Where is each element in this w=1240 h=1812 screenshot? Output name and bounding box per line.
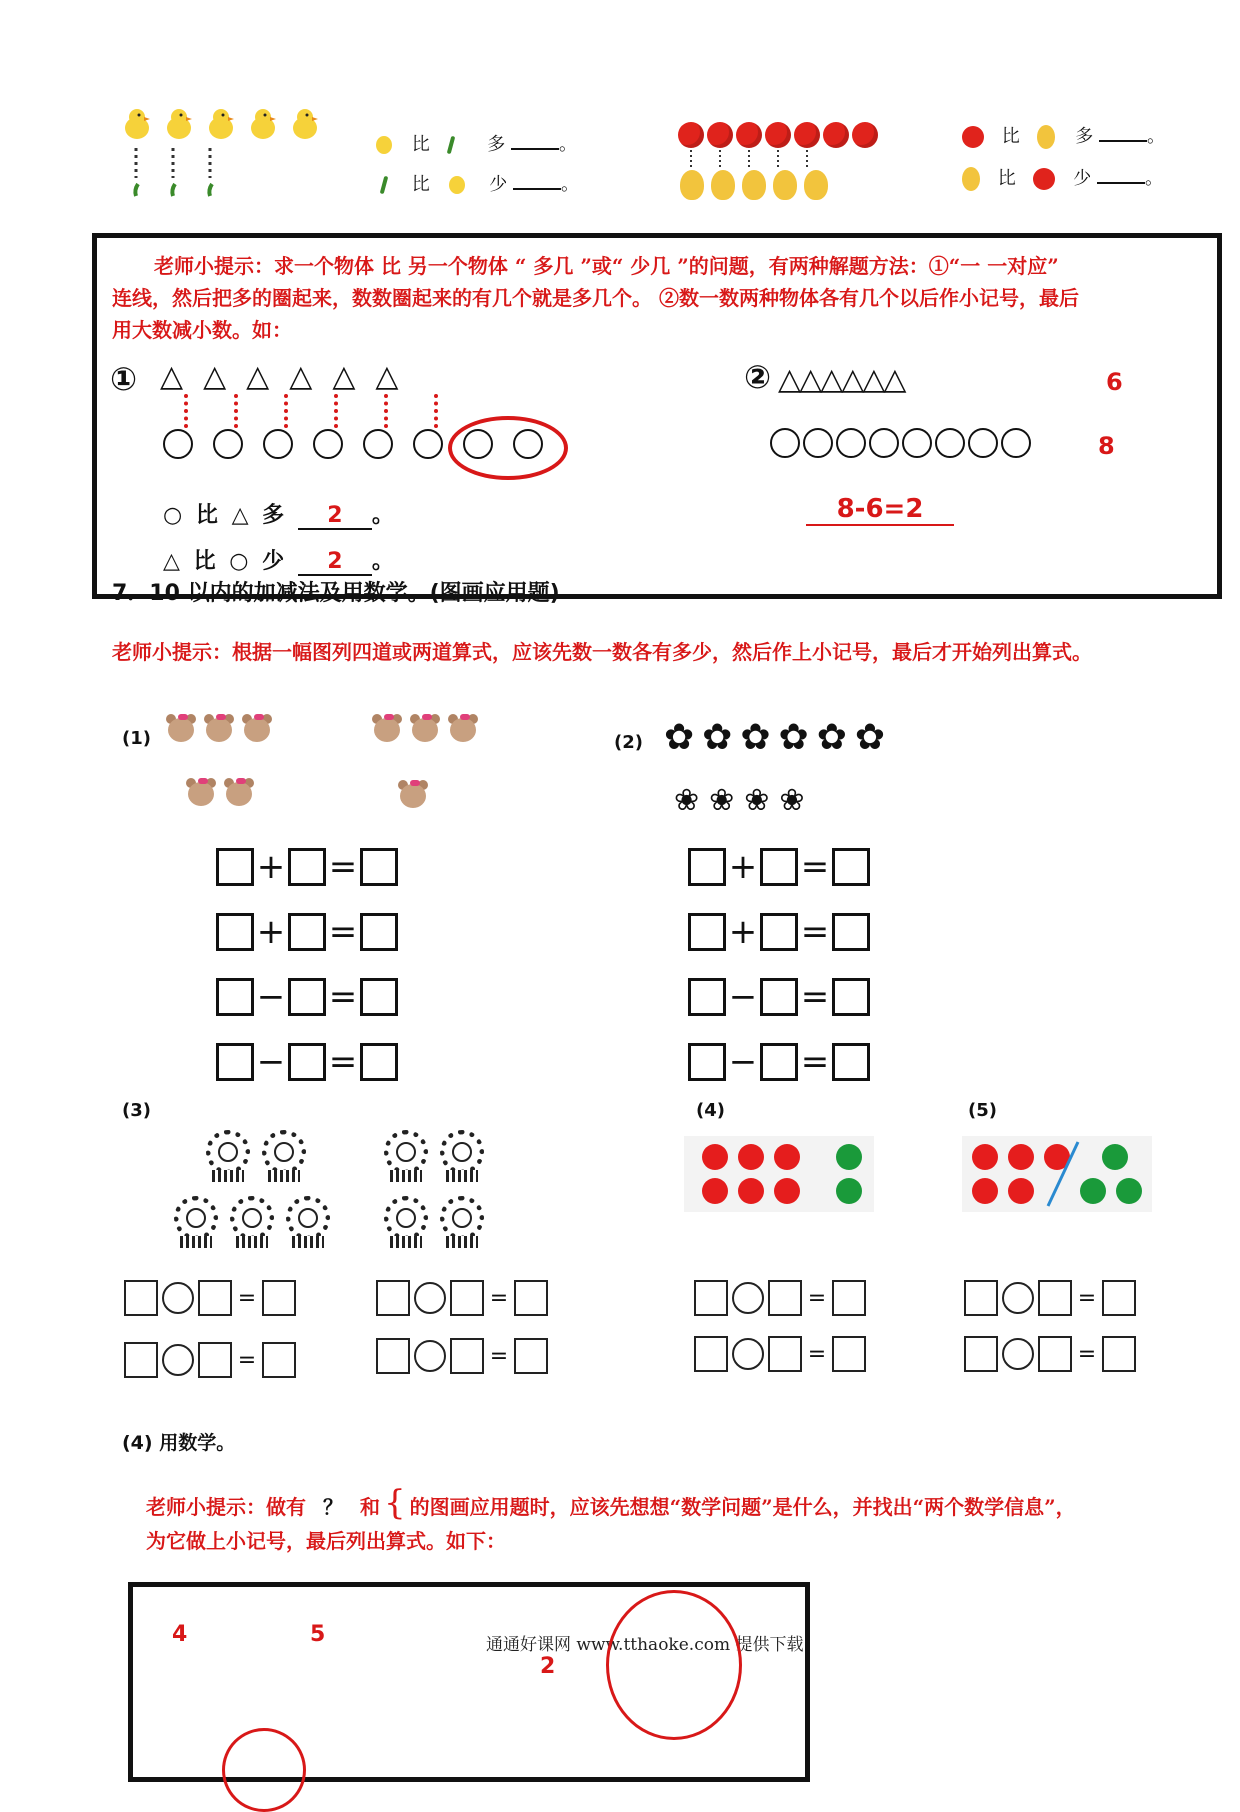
green-dot bbox=[1116, 1178, 1142, 1204]
pear-icon bbox=[742, 170, 766, 200]
answer-box[interactable] bbox=[832, 978, 870, 1016]
answer-box[interactable] bbox=[688, 848, 726, 886]
answer-box[interactable] bbox=[832, 1280, 866, 1316]
red-dot bbox=[774, 1144, 800, 1170]
equation-row: = bbox=[376, 1280, 548, 1316]
compare-word: 比 bbox=[1001, 126, 1020, 147]
red-dot bbox=[972, 1144, 998, 1170]
match-line bbox=[334, 394, 338, 428]
operator-circle[interactable] bbox=[1002, 1338, 1034, 1370]
apple-icon bbox=[678, 122, 704, 148]
bear-icon bbox=[410, 712, 440, 744]
answer-box[interactable] bbox=[760, 913, 798, 951]
worm-icon bbox=[209, 184, 212, 196]
question-mark: ？ bbox=[322, 1495, 343, 1519]
circle bbox=[869, 428, 899, 458]
answer-value: 2 bbox=[327, 503, 343, 528]
answer-box[interactable] bbox=[450, 1338, 484, 1374]
black-flower-row bbox=[664, 717, 893, 758]
answer-box[interactable] bbox=[288, 848, 326, 886]
sunflower-icon bbox=[260, 1130, 308, 1182]
answer-blank bbox=[298, 549, 372, 576]
chick-icon bbox=[206, 108, 236, 142]
section-4-heading: (4) 用数学。 bbox=[122, 1432, 236, 1454]
chick-icon bbox=[290, 108, 320, 142]
apple-icon bbox=[962, 126, 984, 148]
red-dot bbox=[1008, 1178, 1034, 1204]
flower-icon: ✿ bbox=[854, 717, 886, 758]
apple-icon bbox=[794, 122, 820, 148]
equation-row: = bbox=[964, 1336, 1136, 1372]
flower-icon: ✿ bbox=[664, 717, 695, 758]
answer-box[interactable] bbox=[450, 1280, 484, 1316]
worm-chick-compare-1: 比 少 。 bbox=[376, 170, 579, 196]
sunflower-group-b-bottom bbox=[382, 1196, 494, 1252]
match-line bbox=[434, 394, 438, 428]
tip-paragraph bbox=[112, 250, 1187, 346]
sunflower-icon bbox=[172, 1196, 220, 1248]
triangle-row bbox=[160, 359, 399, 394]
pear-icon bbox=[711, 170, 735, 200]
count-5: 5 bbox=[310, 1622, 326, 1647]
circle bbox=[1001, 428, 1031, 458]
answer-box[interactable] bbox=[1102, 1336, 1136, 1372]
pear-icon bbox=[773, 170, 797, 200]
tip-3-line-2: 为它做上小记号，最后列出算式。如下： bbox=[146, 1529, 506, 1553]
more-sentence: ○ 比 △ 多 2 。 bbox=[163, 503, 394, 528]
equation-row: − = bbox=[216, 978, 398, 1016]
answer-box[interactable] bbox=[262, 1342, 296, 1378]
red-dot bbox=[702, 1144, 728, 1170]
apple-icon bbox=[1033, 168, 1055, 190]
bear-icon bbox=[166, 712, 196, 744]
answer-box[interactable] bbox=[376, 1338, 410, 1374]
answer-box[interactable] bbox=[1038, 1336, 1072, 1372]
bear-icon bbox=[204, 712, 234, 744]
less-word: 少 bbox=[1073, 168, 1092, 189]
answer-box[interactable] bbox=[288, 1043, 326, 1081]
answer-box[interactable] bbox=[760, 978, 798, 1016]
circle bbox=[213, 429, 243, 459]
answer-box[interactable] bbox=[198, 1280, 232, 1316]
operator-circle[interactable] bbox=[162, 1344, 194, 1376]
red-dot bbox=[738, 1144, 764, 1170]
bear-icon bbox=[186, 776, 216, 808]
watermark-text: 通通好课网 www.tthaoke.com 提供下载 bbox=[486, 1635, 804, 1655]
triangle: △ bbox=[883, 362, 905, 397]
answer-box[interactable] bbox=[216, 848, 254, 886]
answer-box[interactable] bbox=[360, 978, 398, 1016]
red-dot bbox=[1008, 1144, 1034, 1170]
answer-box[interactable] bbox=[288, 978, 326, 1016]
answer-box[interactable] bbox=[1038, 1280, 1072, 1316]
tip-line-3: 用大数减小数。如： bbox=[112, 318, 292, 342]
triangle-row-2 bbox=[778, 362, 904, 397]
answer-box[interactable] bbox=[760, 1043, 798, 1081]
sunflower-icon bbox=[228, 1196, 276, 1248]
chick-icon bbox=[122, 108, 152, 142]
less-word: 少 bbox=[489, 174, 508, 195]
sunflower-icon bbox=[284, 1196, 332, 1248]
triangle: △ bbox=[778, 362, 800, 397]
equation-row: = bbox=[964, 1280, 1136, 1316]
bear-icon bbox=[224, 776, 254, 808]
circle bbox=[770, 428, 800, 458]
sunflower-icon bbox=[382, 1196, 430, 1248]
triangle: △ bbox=[862, 362, 884, 397]
flower-icon: ✿ bbox=[778, 717, 809, 758]
answer-box[interactable] bbox=[124, 1280, 158, 1316]
equation-row: = bbox=[694, 1336, 866, 1372]
answer-blank bbox=[298, 503, 372, 530]
chick-icon bbox=[376, 136, 392, 154]
green-dot bbox=[836, 1144, 862, 1170]
operator-circle[interactable] bbox=[414, 1282, 446, 1314]
subtraction-equation: 8-6=2 bbox=[806, 494, 954, 526]
triangle: △ bbox=[841, 362, 863, 397]
triangle: △ bbox=[160, 359, 184, 394]
green-dot bbox=[1080, 1178, 1106, 1204]
flower-icon: ✿ bbox=[816, 717, 847, 758]
equation-row: + = bbox=[216, 913, 398, 951]
equation-row: = bbox=[694, 1280, 866, 1316]
apple-pear-connectors bbox=[678, 150, 828, 170]
triangle: △ bbox=[289, 359, 313, 394]
answer-box[interactable] bbox=[216, 1043, 254, 1081]
pear-icon bbox=[680, 170, 704, 200]
bear-group-b bbox=[186, 776, 262, 812]
answer-box[interactable] bbox=[694, 1336, 728, 1372]
dot-group-5 bbox=[962, 1136, 1152, 1212]
answer-box[interactable] bbox=[198, 1342, 232, 1378]
bear-group-c bbox=[372, 712, 486, 748]
compare-word: 比 bbox=[997, 168, 1016, 189]
triangle: △ bbox=[203, 359, 227, 394]
sunflower-icon bbox=[438, 1130, 486, 1182]
green-dot bbox=[1102, 1144, 1128, 1170]
apple-row bbox=[678, 122, 881, 152]
match-line bbox=[234, 394, 238, 428]
red-dot bbox=[972, 1178, 998, 1204]
answer-box[interactable] bbox=[124, 1342, 158, 1378]
circle bbox=[263, 429, 293, 459]
outline-flower-row bbox=[674, 783, 815, 818]
extra-circles-highlight bbox=[448, 416, 568, 480]
equation-row: + = bbox=[688, 848, 870, 886]
flower-icon: ✿ bbox=[740, 717, 771, 758]
equation-row: − = bbox=[216, 1043, 398, 1081]
answer-box[interactable] bbox=[216, 913, 254, 951]
answer-box[interactable] bbox=[360, 913, 398, 951]
circle-count: 8 bbox=[1098, 432, 1115, 460]
answer-box[interactable] bbox=[832, 1336, 866, 1372]
triangle: △ bbox=[375, 359, 399, 394]
flower-outline-icon: ❀ bbox=[674, 783, 700, 818]
answer-box[interactable] bbox=[832, 913, 870, 951]
apple-pear-compare-1: 比 多 。 bbox=[962, 122, 1165, 149]
circle bbox=[902, 428, 932, 458]
problem-1-label: (1) bbox=[122, 728, 151, 749]
more-word: 多 bbox=[487, 134, 506, 155]
answer-box[interactable] bbox=[832, 1043, 870, 1081]
pear-row bbox=[680, 170, 835, 204]
chick-icon bbox=[449, 176, 465, 194]
circle bbox=[968, 428, 998, 458]
circle bbox=[836, 428, 866, 458]
brace-icon: { bbox=[383, 1483, 406, 1523]
answer-box[interactable] bbox=[1102, 1280, 1136, 1316]
equation-row: + = bbox=[216, 848, 398, 886]
triangle: △ bbox=[799, 362, 821, 397]
answer-box[interactable] bbox=[514, 1338, 548, 1374]
pear-apple-compare-1: 比 少 。 bbox=[962, 164, 1163, 191]
sunflower-group-a-bottom bbox=[172, 1196, 340, 1252]
red-dot bbox=[738, 1178, 764, 1204]
equation-row: = bbox=[124, 1342, 296, 1378]
operator-circle[interactable] bbox=[732, 1338, 764, 1370]
answer-blank[interactable] bbox=[1097, 182, 1145, 184]
equation-row: + = bbox=[688, 913, 870, 951]
apple-icon bbox=[736, 122, 762, 148]
apple-icon bbox=[765, 122, 791, 148]
pear-icon bbox=[962, 167, 980, 191]
equation-row: − = bbox=[688, 978, 870, 1016]
answer-box[interactable] bbox=[768, 1336, 802, 1372]
chick-icon bbox=[248, 108, 278, 142]
answer-box[interactable] bbox=[216, 978, 254, 1016]
pear-icon bbox=[1037, 125, 1055, 149]
answer-box[interactable] bbox=[832, 848, 870, 886]
less-sentence: △ 比 ○ 少 2 。 bbox=[163, 549, 394, 574]
dotted-connectors bbox=[128, 148, 248, 198]
method-2-marker: ② bbox=[744, 358, 772, 396]
answer-box[interactable] bbox=[262, 1280, 296, 1316]
bear-icon bbox=[372, 712, 402, 744]
bear-group-a bbox=[166, 712, 280, 748]
answer-box[interactable] bbox=[760, 848, 798, 886]
flower-outline-icon: ❀ bbox=[779, 783, 805, 818]
flower-outline-icon: ❀ bbox=[709, 783, 735, 818]
answer-2: 2 bbox=[540, 1654, 556, 1679]
worm-icon bbox=[135, 184, 138, 196]
problem-2-label: (2) bbox=[614, 732, 643, 753]
answer-box[interactable] bbox=[360, 1043, 398, 1081]
equation-row: = bbox=[124, 1280, 296, 1316]
answer-box[interactable] bbox=[694, 1280, 728, 1316]
flower-outline-icon: ❀ bbox=[744, 783, 770, 818]
tip-3 bbox=[146, 1483, 1076, 1558]
tip-2: 老师小提示：根据一幅图列四道或两道算式，应该先数一数各有多少，然后作上小记号，最后才开始列出算式。 bbox=[112, 640, 1092, 664]
operator-circle[interactable] bbox=[732, 1282, 764, 1314]
answer-box[interactable] bbox=[514, 1280, 548, 1316]
bear-group-d bbox=[398, 778, 436, 814]
answer-box[interactable] bbox=[688, 978, 726, 1016]
count-4: 4 bbox=[172, 1622, 188, 1647]
tip-line-2: 连线，然后把多的圈起来，数数圈起来的有几个就是多几个。 ②数一数两种物体各有几个以后作小记号，最后 bbox=[112, 286, 1079, 310]
compare-word: 比 bbox=[411, 174, 430, 195]
apple-icon bbox=[852, 122, 878, 148]
sunflower-icon bbox=[204, 1130, 252, 1182]
triangle: △ bbox=[246, 359, 270, 394]
circle bbox=[163, 429, 193, 459]
worm-icon bbox=[172, 184, 175, 196]
red-dot bbox=[702, 1178, 728, 1204]
match-line bbox=[184, 394, 188, 428]
chick-row bbox=[122, 108, 327, 146]
operator-circle[interactable] bbox=[162, 1282, 194, 1314]
answer-box[interactable] bbox=[768, 1280, 802, 1316]
answer-blank[interactable] bbox=[513, 188, 561, 190]
bear-icon bbox=[448, 712, 478, 744]
green-dot bbox=[836, 1178, 862, 1204]
dot-group-4 bbox=[684, 1136, 874, 1212]
match-line bbox=[284, 394, 288, 428]
triangle: △ bbox=[332, 359, 356, 394]
circle bbox=[935, 428, 965, 458]
answer-box[interactable] bbox=[376, 1280, 410, 1316]
sunflower-group-b-top bbox=[382, 1130, 494, 1186]
equation-row: = bbox=[376, 1338, 548, 1374]
sunflower-icon bbox=[438, 1196, 486, 1248]
answer-value: 2 bbox=[327, 549, 343, 574]
triangle: △ bbox=[820, 362, 842, 397]
bear-icon bbox=[398, 778, 428, 810]
sunflower-group-a-top bbox=[204, 1130, 316, 1186]
sunflower-icon bbox=[382, 1130, 430, 1182]
circle-row-2 bbox=[770, 428, 1031, 462]
more-word: 多 bbox=[1075, 126, 1094, 147]
method-1-marker: ① bbox=[110, 360, 138, 398]
chick-icon bbox=[164, 108, 194, 142]
circle bbox=[803, 428, 833, 458]
apple-icon bbox=[823, 122, 849, 148]
operator-circle[interactable] bbox=[1002, 1282, 1034, 1314]
problem-4-label: (4) bbox=[696, 1100, 725, 1121]
circle bbox=[313, 429, 343, 459]
answer-box[interactable] bbox=[688, 913, 726, 951]
problem-5-label: (5) bbox=[968, 1100, 997, 1121]
highlight-circle bbox=[606, 1590, 742, 1740]
bear-icon bbox=[242, 712, 272, 744]
triangle-count: 6 bbox=[1106, 368, 1123, 396]
pear-icon bbox=[804, 170, 828, 200]
tip-line-1: 老师小提示：求一个物体 比 另一个物体 “ 多几 ”或“ 少几 ”的问题，有两种解题方法：①“一 一对应” bbox=[154, 254, 1059, 278]
flower-icon: ✿ bbox=[702, 717, 733, 758]
tip-3-line-1: 老师小提示：做有 ？ 和 { 的图画应用题时，应该先想想“数学问题”是什么，并找出“两个数学信息”， bbox=[146, 1483, 1076, 1523]
circle bbox=[413, 429, 443, 459]
problem-3-label: (3) bbox=[122, 1100, 151, 1121]
operator-circle[interactable] bbox=[414, 1340, 446, 1372]
answer-box[interactable] bbox=[288, 913, 326, 951]
apple-icon bbox=[707, 122, 733, 148]
match-line bbox=[384, 394, 388, 428]
answer-blank[interactable] bbox=[1099, 140, 1147, 142]
red-dot bbox=[774, 1178, 800, 1204]
circle bbox=[363, 429, 393, 459]
worm-icon bbox=[447, 136, 456, 154]
highlight-circle-partial bbox=[222, 1728, 306, 1812]
worm-icon bbox=[380, 176, 389, 194]
answer-box[interactable] bbox=[360, 848, 398, 886]
section-7-heading: 7．10 以内的加减法及用数学。(图画应用题) bbox=[112, 581, 560, 606]
compare-word: 比 bbox=[411, 134, 430, 155]
chick-worm-compare-1: 比 多 。 bbox=[376, 130, 577, 156]
answer-box[interactable] bbox=[688, 1043, 726, 1081]
answer-box[interactable] bbox=[964, 1280, 998, 1316]
answer-blank[interactable] bbox=[511, 148, 559, 150]
equation-row: − = bbox=[688, 1043, 870, 1081]
answer-box[interactable] bbox=[964, 1336, 998, 1372]
division-slash bbox=[1042, 1140, 1082, 1210]
